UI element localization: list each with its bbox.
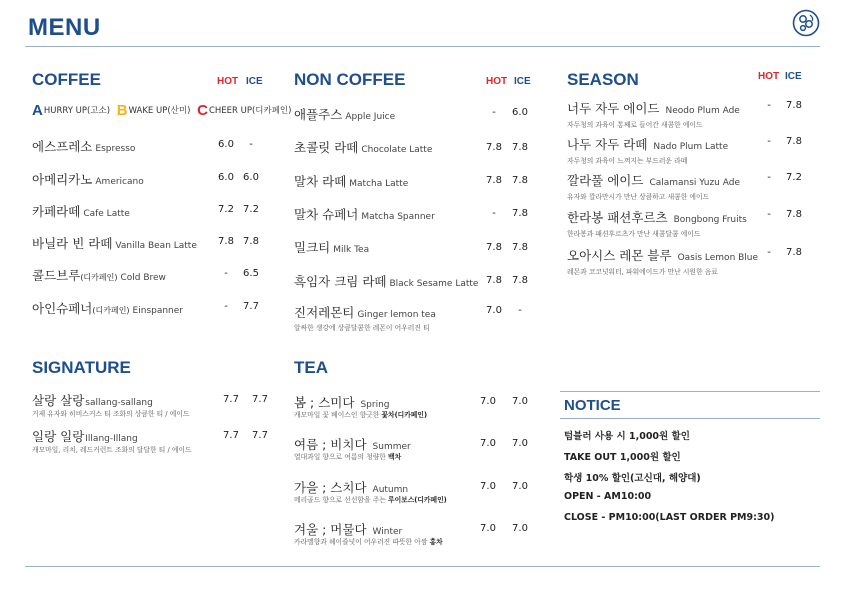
item-name-en: Neodo Plum Ade: [665, 106, 740, 116]
menu-item: [32, 201, 130, 220]
notice-line: CLOSE - PM10:00(LAST ORDER PM9:30): [564, 512, 775, 523]
item-name-en: Spring: [360, 400, 390, 410]
item-name-en: Milk Tea: [333, 245, 370, 255]
item-name-ko: 콜드브루: [32, 268, 81, 283]
item-name-en: Espresso: [95, 144, 136, 154]
top-divider: [25, 46, 820, 47]
item-description: [294, 494, 447, 504]
notice-title-bar: [560, 391, 820, 419]
item-name-ko: 한라봉 패션후르츠: [567, 210, 668, 225]
price-ice: 7.8: [786, 136, 802, 147]
price-hot: 7.2: [218, 204, 234, 215]
menu-item: [567, 170, 740, 189]
price-hot: 7.7: [223, 394, 239, 405]
tea-section-title: TEA: [294, 358, 328, 377]
price-hot: -: [492, 208, 496, 219]
price-ice: 7.0: [512, 523, 528, 534]
bean-option-letter: B: [116, 102, 128, 119]
item-name-ko: 말차 라떼: [294, 174, 347, 189]
menu-item: [32, 298, 183, 317]
bean-option-label: WAKE UP(산미): [128, 106, 191, 116]
menu-item: [294, 271, 478, 290]
price-hot: -: [767, 136, 771, 147]
price-ice: -: [249, 139, 253, 150]
item-name-en: Oasis Lemon Blue: [677, 253, 759, 263]
menu-item: [294, 171, 408, 190]
menu-item: [294, 204, 435, 223]
coffee-hot-header: HOT: [217, 76, 239, 87]
price-ice: 7.0: [512, 438, 528, 449]
price-hot: 7.8: [486, 275, 502, 286]
item-name-en: sallang-sallang: [85, 398, 153, 408]
price-hot: 7.0: [486, 305, 502, 316]
menu-item: [294, 104, 395, 123]
price-ice: 7.8: [512, 208, 528, 219]
menu-item: [32, 233, 197, 252]
season-ice-header: ICE: [785, 71, 802, 82]
item-name-en: Summer: [372, 442, 411, 452]
price-ice: 7.8: [786, 209, 802, 220]
page-title: MENU: [28, 14, 101, 41]
item-name-en: Calamansi Yuzu Ade: [649, 178, 740, 188]
price-ice: 7.8: [512, 242, 528, 253]
price-hot: 7.0: [480, 481, 496, 492]
menu-item: [294, 302, 436, 321]
item-note: (디카페인): [92, 306, 130, 315]
price-hot: -: [767, 100, 771, 111]
price-ice: 7.0: [512, 396, 528, 407]
item-name-en: Winter: [372, 527, 403, 537]
menu-item: [567, 98, 740, 117]
price-ice: 7.8: [512, 175, 528, 186]
bottom-divider: [25, 566, 820, 567]
price-hot: -: [767, 172, 771, 183]
item-name-en: Americano: [95, 177, 144, 187]
price-hot: -: [224, 301, 228, 312]
price-hot: -: [767, 209, 771, 220]
item-description: [294, 409, 427, 419]
item-name-en: Nado Plum Latte: [653, 142, 729, 152]
menu-item: [32, 136, 135, 155]
non-coffee-ice-header: ICE: [514, 76, 531, 87]
item-description: [294, 536, 443, 546]
item-name-ko: 카페라떼: [32, 204, 81, 219]
menu-item: [32, 169, 144, 188]
desc-text: 열대과일 향으로 여름의 청량한: [294, 453, 388, 461]
item-name-en: Apple Juice: [345, 112, 396, 122]
menu-item: [32, 426, 138, 445]
item-name-en: Autumn: [372, 485, 409, 495]
price-ice: 7.8: [786, 247, 802, 258]
price-hot: 7.8: [486, 175, 502, 186]
item-description: 자두청의 과육이 통째로 들어간 새콤한 에이드: [567, 121, 703, 129]
item-name-ko: 바닐라 빈 라떼: [32, 236, 113, 251]
item-name-en: Einspanner: [132, 306, 184, 316]
item-name-en: Cafe Latte: [83, 209, 130, 219]
desc-text: 캐모마일 꽃 베이스인 향긋한: [294, 411, 382, 419]
item-name-ko: 애플주스: [294, 107, 343, 122]
price-ice: -: [518, 305, 522, 316]
price-ice: 6.0: [512, 107, 528, 118]
item-name-ko: 일랑 일랑: [32, 429, 85, 444]
item-name-en: Cold Brew: [120, 273, 166, 283]
menu-item: [294, 237, 369, 256]
signature-section-title: SIGNATURE: [32, 358, 131, 377]
item-name-ko: 겨울 ; 머물다: [294, 522, 367, 537]
bean-option-letter: C: [197, 102, 208, 119]
bean-option-label: HURRY UP(고소): [43, 106, 111, 116]
item-name-en: Matcha Latte: [349, 179, 409, 189]
item-name-ko: 흑임자 크림 라떼: [294, 274, 387, 289]
non-coffee-section-title: NON COFFEE: [294, 70, 406, 89]
item-name-ko: 오아시스 레몬 블루: [567, 248, 672, 263]
item-description: 한라봉과 패션후르츠가 만난 새콤달콤 에이드: [567, 230, 701, 238]
item-description: 알싸한 생강에 상큼달콤한 레몬이 어우러진 티: [294, 324, 430, 332]
item-name-en: Bongbong Fruits: [673, 215, 747, 225]
price-hot: 6.0: [218, 172, 234, 183]
item-description: 레몬과 코코넛워터, 파워에이드가 만난 시원한 음료: [567, 268, 718, 276]
coffee-bean-options: [32, 102, 291, 119]
bean-option-letter: A: [32, 102, 43, 119]
price-hot: 7.0: [480, 438, 496, 449]
item-name-ko: 깔라풀 에이드: [567, 173, 644, 188]
non-coffee-hot-header: HOT: [486, 76, 508, 87]
price-ice: 7.2: [243, 204, 259, 215]
notice-line: 학생 10% 할인(고신대, 해양대): [564, 473, 701, 484]
price-ice: 6.5: [243, 268, 259, 279]
price-ice: 7.7: [252, 430, 268, 441]
coffee-ice-header: ICE: [246, 76, 263, 87]
item-note: (디카페인): [80, 273, 118, 282]
item-name-ko: 봄 ; 스미다: [294, 395, 355, 410]
item-name-ko: 밀크티: [294, 240, 331, 255]
price-hot: 6.0: [218, 139, 234, 150]
item-name-ko: 아메리카노: [32, 172, 93, 187]
price-hot: 7.0: [480, 523, 496, 534]
desc-text: 카라멜향과 헤이즐넛이 어우러진 따뜻한 아쌈: [294, 538, 430, 546]
price-hot: 7.8: [218, 236, 234, 247]
item-name-en: Vanilla Bean Latte: [115, 241, 197, 251]
price-ice: 7.2: [786, 172, 802, 183]
item-description: 자두청의 과육이 느껴지는 부드러운 라떼: [567, 157, 688, 165]
price-ice: 7.8: [243, 236, 259, 247]
menu-item: [294, 137, 432, 156]
menu-item: [567, 207, 747, 226]
price-hot: 7.0: [480, 396, 496, 407]
menu-item: [567, 134, 728, 153]
desc-tea-type: 백차: [388, 453, 402, 461]
item-name-en: Black Sesame Latte: [389, 279, 479, 289]
item-name-ko: 초콜릿 라떼: [294, 140, 359, 155]
price-hot: 7.8: [486, 242, 502, 253]
price-hot: -: [492, 107, 496, 118]
price-ice: 7.0: [512, 481, 528, 492]
notice-line: 텀블러 사용 시 1,000원 할인: [564, 431, 690, 442]
price-ice: 7.8: [512, 142, 528, 153]
item-name-ko: 너두 자두 에이드: [567, 101, 660, 116]
item-description: 캐모마일, 리치, 레드커런트 조화의 달달한 티 / 에이드: [32, 446, 192, 454]
price-ice: 7.8: [512, 275, 528, 286]
menu-item: [32, 265, 166, 284]
price-hot: -: [224, 268, 228, 279]
price-ice: 7.7: [252, 394, 268, 405]
coffee-section-title: COFFEE: [32, 70, 101, 89]
item-name-en: Illang-Illang: [85, 434, 138, 444]
season-section-title: SEASON: [567, 70, 639, 89]
item-name-ko: 말차 슈페너: [294, 207, 359, 222]
item-name-en: Chocolate Latte: [361, 145, 433, 155]
desc-tea-type: 꽃차(디카페인): [381, 411, 428, 419]
menu-item: [567, 245, 758, 264]
price-hot: 7.7: [223, 430, 239, 441]
desc-text: 메리골드 향으로 선선함을 주는: [294, 496, 388, 504]
menu-item: [32, 390, 153, 409]
item-name-ko: 여름 ; 비치다: [294, 437, 367, 452]
price-ice: 7.8: [786, 100, 802, 111]
desc-tea-type: 홍차: [429, 538, 443, 546]
item-name-ko: 에스프레소: [32, 139, 93, 154]
item-name-en: Ginger lemon tea: [357, 310, 436, 320]
item-description: 거제 유자와 히비스커스 티 조화의 상큼한 티 / 에이드: [32, 410, 190, 418]
item-name-ko: 아인슈페너: [32, 301, 93, 316]
price-hot: 7.8: [486, 142, 502, 153]
cafe-logo-icon: [792, 9, 820, 37]
notice-title: NOTICE: [564, 397, 621, 414]
item-description: [294, 451, 401, 461]
item-description: 유자와 깔라만시가 만난 상큼하고 새콤한 에이드: [567, 193, 710, 201]
item-name-en: Matcha Spanner: [361, 212, 435, 222]
notice-line: TAKE OUT 1,000원 할인: [564, 452, 681, 463]
season-hot-header: HOT: [758, 71, 780, 82]
notice-line: OPEN - AM10:00: [564, 491, 652, 502]
price-ice: 7.7: [243, 301, 259, 312]
item-name-ko: 살랑 살랑: [32, 393, 85, 408]
item-name-ko: 진저레몬티: [294, 305, 355, 320]
item-name-ko: 나두 자두 라떼: [567, 137, 648, 152]
price-ice: 6.0: [243, 172, 259, 183]
notice-panel: [560, 391, 820, 547]
bean-option-label: CHEER UP(디카페인): [208, 106, 292, 116]
price-hot: -: [767, 247, 771, 258]
desc-tea-type: 루이보스(디카페인): [388, 496, 447, 504]
item-name-ko: 가을 ; 스치다: [294, 480, 367, 495]
